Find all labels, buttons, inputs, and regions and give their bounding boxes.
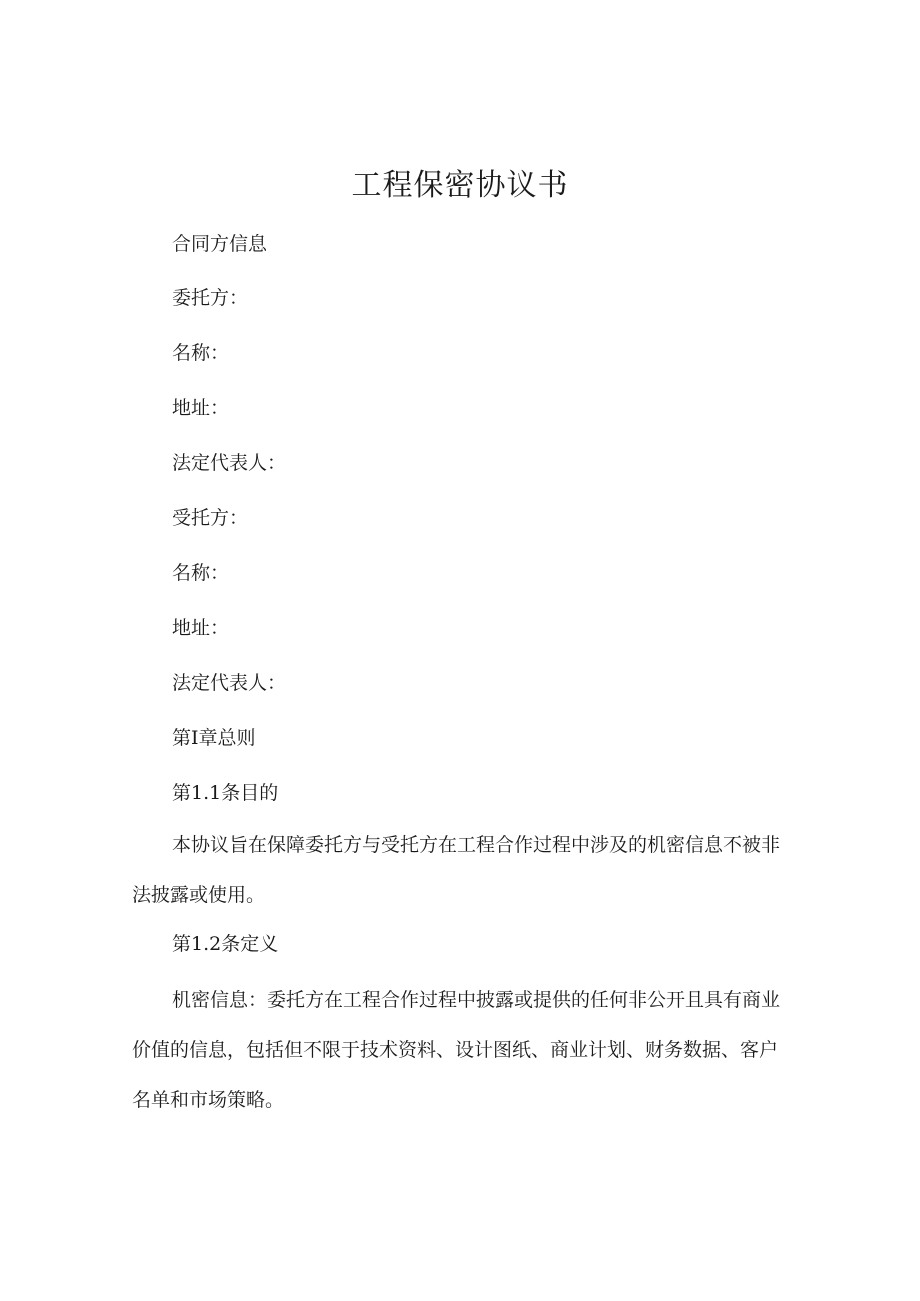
article-1-1-paragraph: 本协议旨在保障委托方与受托方在工程合作过程中涉及的机密信息不被非法披露或使用。 <box>132 834 781 906</box>
article-1-1-heading: 第1.1条目的 <box>172 782 279 804</box>
article-1-2-heading: 第1.2条定义 <box>172 933 279 955</box>
agent-label: 受托方： <box>172 507 249 529</box>
principal-address-label: 地址： <box>172 397 230 419</box>
chapter-1-heading: 第I章总则 <box>172 727 256 749</box>
agent-address-label: 地址： <box>172 617 230 639</box>
principal-name-label: 名称： <box>172 342 230 364</box>
principal-label: 委托方： <box>172 287 249 309</box>
document-title: 工程保密协议书 <box>351 168 569 203</box>
principal-legal-rep-label: 法定代表人： <box>172 452 287 474</box>
agent-legal-rep-label: 法定代表人： <box>172 672 287 694</box>
agent-name-label: 名称： <box>172 562 230 584</box>
article-1-2-paragraph: 机密信息：委托方在工程合作过程中披露或提供的任何非公开且具有商业价值的信息，包括但不限于技术资料、设计图纸、商业计划、财务数据、客户名单和市场策略。 <box>132 989 781 1111</box>
contract-parties-heading: 合同方信息 <box>172 233 268 255</box>
